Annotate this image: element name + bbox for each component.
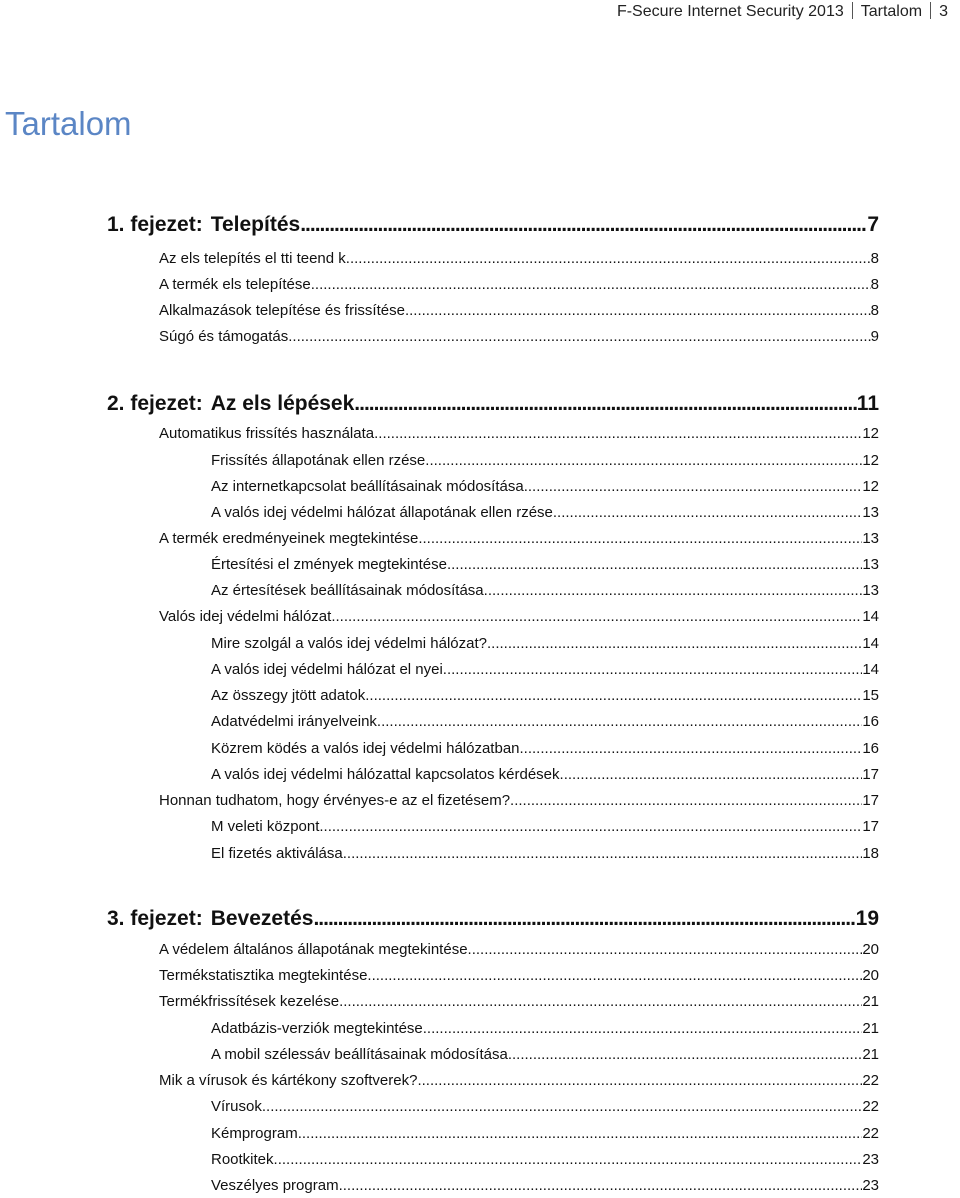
toc-entry-title: Az els telepítés el tti teend k: [159, 250, 346, 267]
toc-page-number: 16: [862, 713, 879, 730]
toc-page-number: 13: [862, 530, 879, 547]
running-header: [617, 2, 948, 21]
toc-entry-title: Az els lépések: [210, 392, 355, 415]
toc-entry[interactable]: [211, 844, 879, 864]
toc-page-number: 9: [870, 328, 879, 345]
toc-entry-title: Adatvédelmi irányelveink: [211, 713, 377, 730]
toc-page-number: 8: [870, 276, 879, 293]
toc-chapter[interactable]: [107, 906, 879, 932]
toc-entry-title: A valós idej védelmi hálózat el nyei: [211, 661, 443, 678]
toc-chapter[interactable]: [107, 212, 879, 238]
toc-entry[interactable]: [159, 301, 879, 321]
dot-leader: [367, 966, 862, 986]
toc-page-number: 8: [870, 302, 879, 319]
dot-leader: [487, 634, 862, 654]
dot-leader: [553, 503, 862, 523]
dot-leader: [354, 391, 857, 417]
toc-entry[interactable]: [159, 607, 879, 627]
toc-page-number: 13: [862, 556, 879, 573]
dot-leader: [510, 791, 862, 811]
toc-entry-title: Az értesítések beállításainak módosítása: [211, 582, 484, 599]
dot-leader: [262, 1097, 862, 1117]
toc-entry[interactable]: [211, 712, 879, 732]
toc-page-number: 20: [862, 967, 879, 984]
toc-page-number: 22: [862, 1125, 879, 1142]
toc-entry-title: Vírusok: [211, 1098, 262, 1115]
toc-entry-title: Mire szolgál a valós idej védelmi hálózat?: [211, 635, 487, 652]
toc-entry[interactable]: [159, 966, 879, 986]
toc-entry[interactable]: [211, 477, 879, 497]
dot-leader: [405, 301, 871, 321]
toc-page-number: 23: [862, 1177, 879, 1194]
toc-entry-title: Alkalmazások telepítése és frissítése: [159, 302, 405, 319]
dot-leader: [274, 1150, 863, 1170]
toc-page-number: 14: [862, 608, 879, 625]
toc-entry-title: Veszélyes program: [211, 1177, 339, 1194]
toc-chapter-number: 1. fejezet:: [107, 213, 203, 236]
toc-page-number: 12: [862, 478, 879, 495]
toc-page-number: 19: [855, 907, 879, 930]
dot-leader: [417, 1071, 862, 1091]
dot-leader: [560, 765, 863, 785]
dot-leader: [423, 1019, 863, 1039]
toc-page-number: 21: [862, 1046, 879, 1063]
toc-entry-title: A valós idej védelmi hálózat állapotának ellen rzése: [211, 504, 553, 521]
header-separator: [930, 2, 931, 19]
toc-entry-title: Termékstatisztika megtekintése: [159, 967, 368, 984]
toc-entry[interactable]: [159, 327, 879, 347]
toc-page-number: 22: [862, 1072, 879, 1089]
toc-entry-title: Termékfrissítések kezelése: [159, 993, 340, 1010]
toc-page-number: 12: [862, 425, 879, 442]
toc-entry[interactable]: [211, 1045, 879, 1065]
toc-page-number: 14: [862, 661, 879, 678]
toc-entry[interactable]: [159, 1071, 879, 1091]
toc-entry[interactable]: [211, 739, 879, 759]
toc-entry-title: M veleti központ: [211, 818, 320, 835]
dot-leader: [468, 940, 863, 960]
toc-entry-title: Honnan tudhatom, hogy érvényes-e az el fizetésem?: [159, 792, 511, 809]
toc-entry[interactable]: [211, 1176, 879, 1196]
toc-entry-title: Mik a vírusok és kártékony szoftverek?: [159, 1072, 418, 1089]
toc-page-number: 17: [862, 818, 879, 835]
toc-entry[interactable]: [211, 1124, 879, 1144]
dot-leader: [447, 555, 862, 575]
dot-leader: [288, 327, 870, 347]
toc-entry-title: A termék els telepítése: [159, 276, 311, 293]
dot-leader: [365, 686, 862, 706]
toc-page-number: 14: [862, 635, 879, 652]
dot-leader: [331, 607, 862, 627]
toc-page-number: 7: [867, 213, 879, 236]
toc-entry-title: Rootkitek: [211, 1151, 274, 1168]
toc-chapter-number: 3. fejezet:: [107, 907, 203, 930]
dot-leader: [508, 1045, 862, 1065]
dot-leader: [339, 1176, 863, 1196]
toc-page-number: 17: [862, 792, 879, 809]
dot-leader: [319, 817, 862, 837]
toc-entry-title: El fizetés aktiválása: [211, 845, 343, 862]
dot-leader: [484, 581, 863, 601]
toc-entry[interactable]: [211, 765, 879, 785]
toc-page-number: 12: [862, 452, 879, 469]
page-title: Tartalom: [5, 105, 132, 142]
toc-entry[interactable]: [211, 686, 879, 706]
toc-page-number: 21: [862, 1020, 879, 1037]
dot-leader: [313, 906, 855, 932]
dot-leader: [311, 275, 871, 295]
dot-leader: [443, 660, 863, 680]
toc-entry[interactable]: [211, 1019, 879, 1039]
toc-entry-title: Frissítés állapotának ellen rzése: [211, 452, 426, 469]
dot-leader: [377, 712, 862, 732]
toc-entry[interactable]: [211, 555, 879, 575]
toc-page-number: 8: [870, 250, 879, 267]
toc-entry[interactable]: [159, 275, 879, 295]
header-page-number: 3: [939, 3, 948, 20]
toc-entry[interactable]: [211, 1150, 879, 1170]
toc-page-number: 15: [862, 687, 879, 704]
toc-entry-title: Értesítési el zmények megtekintése: [211, 556, 447, 573]
toc-page-number: 23: [862, 1151, 879, 1168]
toc-entry[interactable]: [159, 791, 879, 811]
toc-entry-title: Közrem ködés a valós idej védelmi hálózatban: [211, 740, 520, 757]
dot-leader: [339, 992, 862, 1012]
toc-page-number: 13: [862, 582, 879, 599]
toc-page-number: 13: [862, 504, 879, 521]
toc-chapter[interactable]: [107, 391, 879, 417]
toc-entry-title: Kémprogram: [211, 1125, 298, 1142]
toc-page-number: 20: [862, 941, 879, 958]
toc-entry[interactable]: [159, 940, 879, 960]
toc-entry[interactable]: [159, 992, 879, 1012]
toc-page-number: 16: [862, 740, 879, 757]
toc-entry[interactable]: [211, 581, 879, 601]
toc-entry[interactable]: [211, 634, 879, 654]
dot-leader: [524, 477, 863, 497]
dot-leader: [346, 249, 871, 269]
dot-leader: [374, 424, 862, 444]
toc-entry-title: A valós idej védelmi hálózattal kapcsolatos kérdések: [211, 766, 560, 783]
toc-entry[interactable]: [211, 503, 879, 523]
toc-entry-title: Az internetkapcsolat beállításainak módosítása: [211, 478, 524, 495]
toc-chapter-number: 2. fejezet:: [107, 392, 203, 415]
toc-entry[interactable]: [159, 424, 879, 444]
dot-leader: [425, 451, 862, 471]
toc-page-number: 17: [862, 766, 879, 783]
toc-entry-title: A védelem általános állapotának megtekintése: [159, 941, 468, 958]
toc-page-number: 22: [862, 1098, 879, 1115]
dot-leader: [343, 844, 863, 864]
header-product: F-Secure Internet Security 2013: [616, 3, 844, 20]
toc-entry[interactable]: [211, 451, 879, 471]
dot-leader: [520, 739, 863, 759]
dot-leader: [300, 212, 867, 238]
header-section: Tartalom: [860, 3, 923, 20]
toc-entry-title: Adatbázis-verziók megtekintése: [211, 1020, 423, 1037]
toc-entry[interactable]: [159, 529, 879, 549]
toc-entry[interactable]: [211, 660, 879, 680]
dot-leader: [418, 529, 862, 549]
toc-entry[interactable]: [211, 1097, 879, 1117]
toc-entry-title: A mobil szélessáv beállításainak módosítása: [211, 1046, 508, 1063]
toc-entry-title: Súgó és támogatás: [159, 328, 289, 345]
toc-entry-title: Az összegy jtött adatok: [211, 687, 366, 704]
dot-leader: [298, 1124, 863, 1144]
toc-page-number: 18: [862, 845, 879, 862]
toc-page-number: 21: [862, 993, 879, 1010]
toc-entry[interactable]: [159, 249, 879, 269]
toc-entry-title: A termék eredményeinek megtekintése: [159, 530, 419, 547]
toc-entry-title: Bevezetés: [210, 907, 314, 930]
toc-entry-title: Telepítés: [210, 213, 301, 236]
toc-entry-title: Automatikus frissítés használata: [159, 425, 375, 442]
toc-entry-title: Valós idej védelmi hálózat: [159, 608, 332, 625]
header-separator: [852, 2, 853, 19]
toc-page-number: 11: [856, 392, 879, 415]
toc-entry[interactable]: [211, 817, 879, 837]
